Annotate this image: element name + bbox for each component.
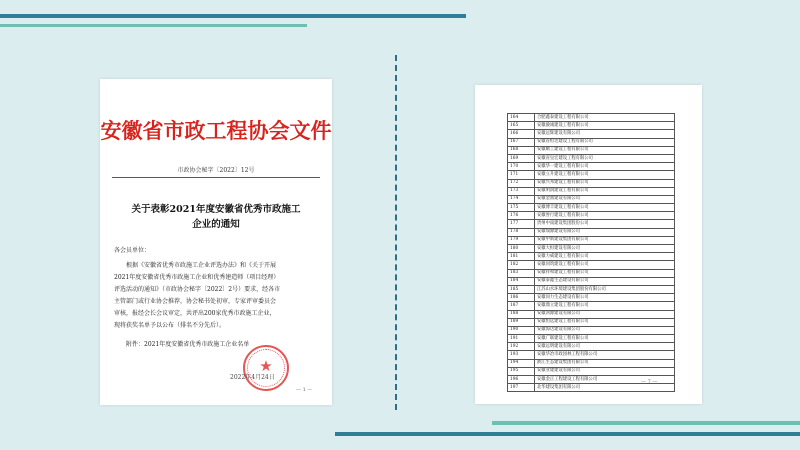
row-number: 189 (508, 318, 535, 326)
table-row (508, 343, 675, 351)
row-number: 187 (508, 302, 535, 310)
company-name: 安徽广联建设工程有限公司 (535, 335, 675, 343)
row-number: 196 (508, 376, 535, 384)
company-name: 安徽同力生态建设有限公司 (535, 294, 675, 302)
decorative-stripe-top-dark (0, 14, 466, 18)
row-number: 171 (508, 171, 535, 179)
company-name: 安徽立升建设工程有限公司 (535, 171, 675, 179)
body-line: 根据《安徽省优秀市政施工企业评选办法》和《关于开展 (114, 262, 277, 269)
row-number: 184 (508, 277, 535, 285)
company-name: 安徽中新建设集团有限公司 (535, 236, 675, 244)
row-number: 180 (508, 245, 535, 253)
company-name: 贵州中南建设集团股份公司 (535, 220, 675, 228)
row-number: 191 (508, 335, 535, 343)
table-row (508, 236, 675, 244)
dashed-divider (395, 55, 397, 410)
salutation: 各会员单位： (114, 247, 151, 254)
row-number: 165 (508, 122, 535, 130)
company-name: 安徽同筑建设工程有限公司 (535, 261, 675, 269)
table-row (508, 269, 675, 277)
row-number: 168 (508, 146, 535, 154)
row-number: 193 (508, 351, 535, 359)
table-row (508, 179, 675, 187)
official-seal-icon: ★ (243, 345, 289, 391)
table-row (508, 138, 675, 146)
company-name: 安徽省恒达建设工程有限公司 (535, 138, 675, 146)
company-name: 安徽明润建设工程有限公司 (535, 187, 675, 195)
table-row (508, 130, 675, 138)
table-row (508, 122, 675, 130)
row-number: 197 (508, 384, 535, 392)
table-row (508, 204, 675, 212)
table-row (508, 146, 675, 154)
company-name: 安徽顺工建设工程有限公司 (535, 146, 675, 154)
company-name: 安徽金正工程建设工程有限公司 (535, 376, 675, 384)
table-row (508, 187, 675, 195)
company-name: 安徽华一建设工程有限公司 (535, 163, 675, 171)
company-name: 安徽远辉建设有限公司 (535, 130, 675, 138)
row-number: 194 (508, 359, 535, 367)
company-name: 安徽瑞源建设有限公司 (535, 228, 675, 236)
row-number: 167 (508, 138, 535, 146)
company-name: 安徽誉行建设工程有限公司 (535, 212, 675, 220)
company-name: 安徽大恒建设有限公司 (535, 245, 675, 253)
table-row (508, 318, 675, 326)
table-row (508, 285, 675, 293)
row-number: 182 (508, 261, 535, 269)
row-number: 175 (508, 204, 535, 212)
row-number: 190 (508, 326, 535, 334)
row-number: 169 (508, 154, 535, 162)
row-number: 166 (508, 130, 535, 138)
company-name: 安徽恒远建设工程有限公司 (535, 318, 675, 326)
company-name: 安徽远明建设有限公司 (535, 343, 675, 351)
notice-headline-line1: 关于表彰2021年度安徽省优秀市政施工 (131, 204, 301, 215)
body-line: 主管部门或行业协会推荐，协会秘书处初审，专家评审委员会 (114, 298, 277, 305)
document-red-header: 安徽省市政工程协会文件 (100, 118, 332, 143)
decorative-stripe-bottom-dark (335, 432, 800, 436)
decorative-stripe-top-light (0, 24, 307, 27)
table-row (508, 212, 675, 220)
body-line: 现将获奖名单予以公布（排名不分先后）。 (114, 322, 226, 329)
row-number: 178 (508, 228, 535, 236)
notice-headline-line2: 企业的通知 (192, 219, 240, 230)
table-row (508, 326, 675, 334)
document-number: 市政协会秘字〔2022〕12号 (177, 167, 255, 174)
document-page-notice (100, 79, 332, 405)
table-row (508, 163, 675, 171)
company-name: 安徽鼎立建设工程有限公司 (535, 302, 675, 310)
company-name: 浙江生态建设集团有限公司 (535, 359, 675, 367)
company-name: 安徽力威建设工程有限公司 (535, 253, 675, 261)
table-row (508, 261, 675, 269)
company-name: 江苏山水环境建设集团股份有限公司 (535, 285, 675, 293)
table-row (508, 359, 675, 367)
table-row (508, 351, 675, 359)
table-row (508, 114, 675, 122)
table-row (508, 195, 675, 203)
company-name: 安徽鸿源建设有限公司 (535, 310, 675, 318)
decorative-stripe-bottom-light (492, 421, 800, 425)
company-name: 安徽博丰建设工程有限公司 (535, 204, 675, 212)
row-number: 173 (508, 187, 535, 195)
row-number: 181 (508, 253, 535, 261)
attachment-line: 附件：2021年度安徽省优秀市政施工企业名单 (126, 341, 250, 348)
company-name: 安徽海达建设有限公司 (535, 326, 675, 334)
body-line: 评选活动的通知》（市政协会秘字〔2022〕2号）要求，经各市 (114, 286, 281, 293)
row-number: 164 (508, 114, 535, 122)
table-row (508, 253, 675, 261)
red-divider-line (112, 177, 320, 178)
row-number: 177 (508, 220, 535, 228)
table-row (508, 277, 675, 285)
table-row (508, 220, 675, 228)
row-number: 195 (508, 367, 535, 375)
row-number: 186 (508, 294, 535, 302)
body-line: 审核，报经会长会议审定，共评出200家优秀市政施工企业， (114, 310, 276, 317)
document-page-list (475, 85, 702, 404)
row-number: 183 (508, 269, 535, 277)
company-name: 安徽泰鑫生态建设有限公司 (535, 277, 675, 285)
row-number: 172 (508, 179, 535, 187)
company-name: 安徽省皇宏建设工程有限公司 (535, 154, 675, 162)
page-number: — 7 — (641, 379, 658, 385)
company-name: 安徽华冶市政园林工程有限公司 (535, 351, 675, 359)
table-row (508, 228, 675, 236)
row-number: 174 (508, 195, 535, 203)
company-list-table (507, 113, 675, 392)
row-number: 185 (508, 285, 535, 293)
row-number: 170 (508, 163, 535, 171)
company-name: 安徽祥和建设工程有限公司 (535, 269, 675, 277)
row-number: 179 (508, 236, 535, 244)
company-name: 安徽骏诚建设工程有限公司 (535, 122, 675, 130)
page-number: — 1 — (296, 387, 313, 393)
company-name: 合肥鑫泰建设工程有限公司 (535, 114, 675, 122)
table-row (508, 302, 675, 310)
table-row (508, 367, 675, 375)
company-name: 安徽兴邦建设工程有限公司 (535, 179, 675, 187)
company-name: 安徽金鼎建设有限公司 (535, 195, 675, 203)
row-number: 176 (508, 212, 535, 220)
company-name: 北华建设集团有限公司 (535, 384, 675, 392)
table-row (508, 245, 675, 253)
row-number: 188 (508, 310, 535, 318)
table-row (508, 310, 675, 318)
row-number: 192 (508, 343, 535, 351)
table-row (508, 294, 675, 302)
issue-date: 2022年4月24日 (230, 374, 275, 381)
body-line: 2021年度安徽省优秀市政施工企业和优秀建造师（项目经理） (114, 274, 280, 281)
table-row (508, 154, 675, 162)
company-name: 安徽业建建设有限公司 (535, 367, 675, 375)
table-row (508, 171, 675, 179)
table-row (508, 335, 675, 343)
